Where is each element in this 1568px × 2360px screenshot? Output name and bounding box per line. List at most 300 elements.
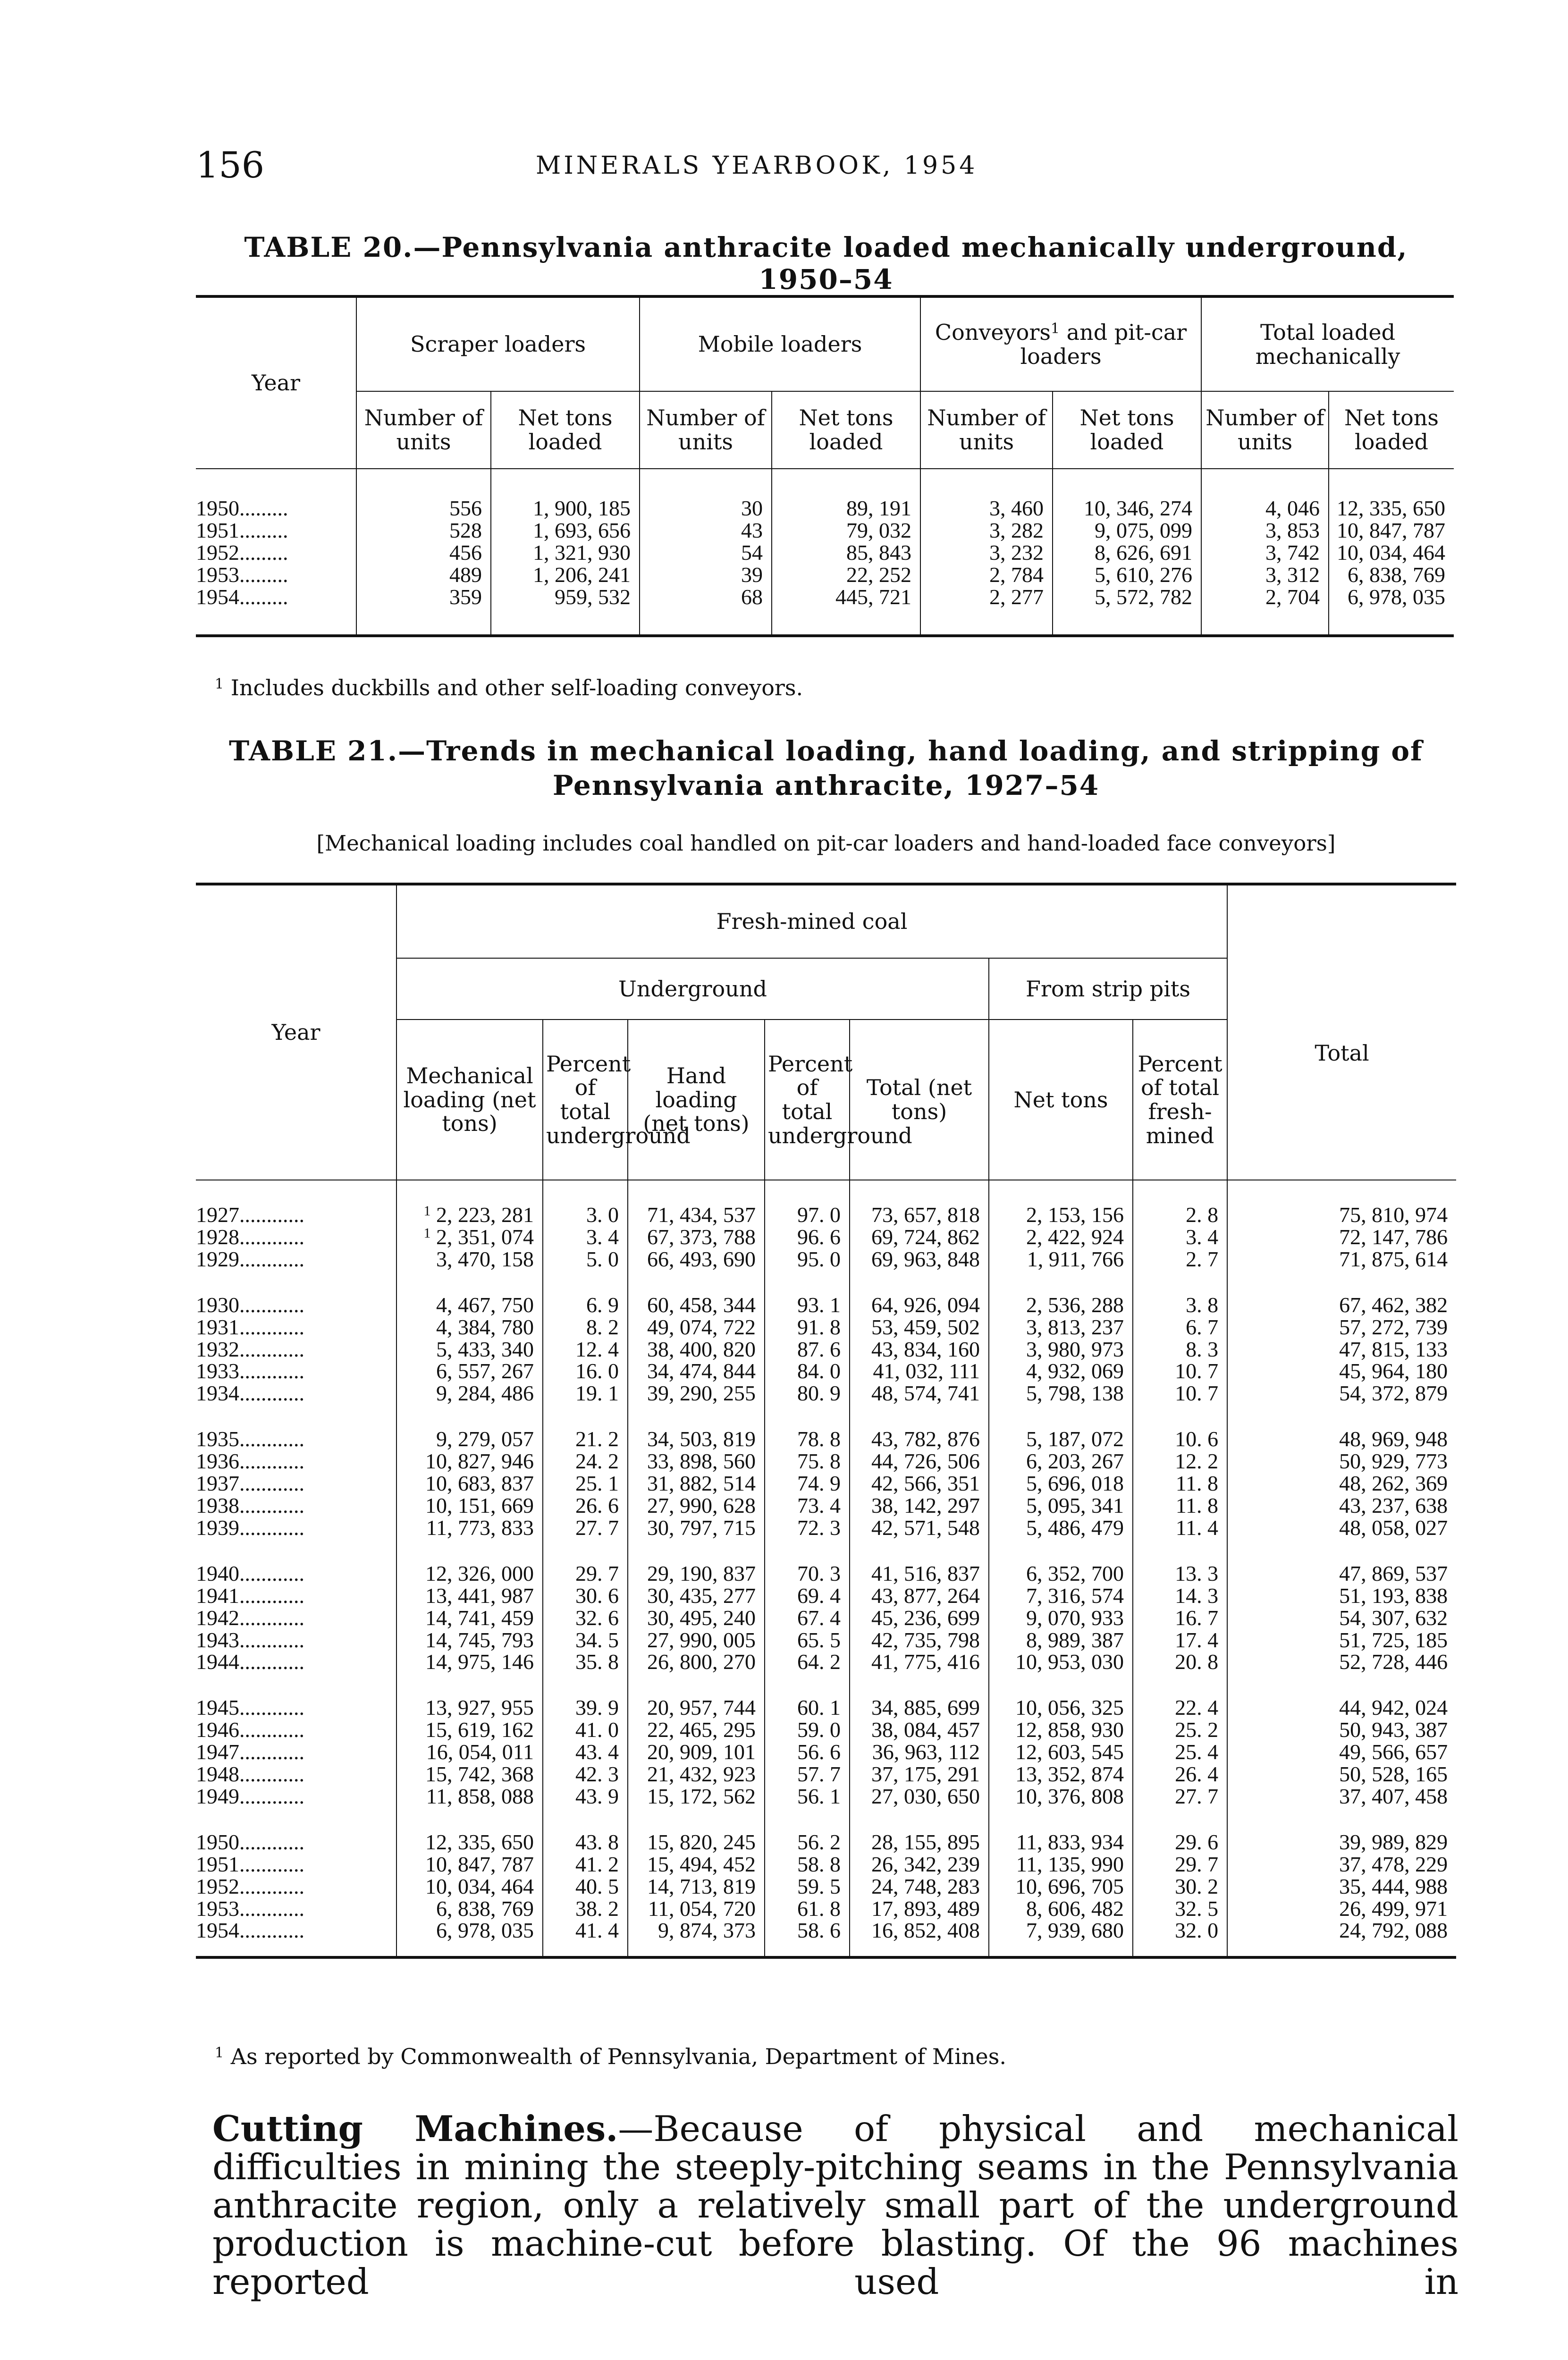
- year-cell: [196, 1651, 396, 1673]
- table-cell: 72, 147, 786: [1227, 1226, 1456, 1248]
- table-cell: 3, 980, 973: [989, 1339, 1133, 1361]
- table-row: [196, 586, 1454, 636]
- table-cell: 32. 6: [543, 1607, 628, 1629]
- table-cell: 14, 975, 146: [396, 1651, 543, 1673]
- table-cell: 15, 172, 562: [628, 1786, 765, 1808]
- year-cell: [196, 564, 356, 586]
- dot-leader: .........: [239, 496, 288, 520]
- table-cell: 21. 2: [543, 1405, 628, 1450]
- table-cell: 85, 843: [772, 542, 920, 564]
- table-cell: 6, 352, 700: [989, 1539, 1133, 1585]
- year-cell: [196, 1248, 396, 1271]
- table-cell: 11. 8: [1133, 1495, 1227, 1517]
- table-cell: 6. 9: [543, 1271, 628, 1316]
- table-cell: 26, 800, 270: [628, 1651, 765, 1673]
- table-cell: 97. 0: [765, 1180, 850, 1226]
- table-cell: 67, 373, 788: [628, 1226, 765, 1248]
- year-cell: [196, 1854, 396, 1876]
- year-cell: [196, 1450, 396, 1473]
- table-cell: 2, 153, 156: [989, 1180, 1133, 1226]
- year-label: 1945: [196, 1695, 239, 1720]
- footnote-mark: 1: [423, 1203, 431, 1219]
- table-row: [196, 1495, 1456, 1517]
- table-cell: 24. 2: [543, 1450, 628, 1473]
- table-cell: 47, 869, 537: [1227, 1539, 1456, 1585]
- table20-group-mobile: Mobile loaders: [640, 296, 920, 391]
- table-cell: 67. 4: [765, 1607, 850, 1629]
- table-cell: 10, 151, 669: [396, 1495, 543, 1517]
- table-cell: 54: [640, 542, 772, 564]
- table-cell: 27, 030, 650: [850, 1786, 989, 1808]
- table-cell: 75. 8: [765, 1450, 850, 1473]
- table-cell: 13, 441, 987: [396, 1585, 543, 1607]
- table-cell: 11, 054, 720: [628, 1898, 765, 1920]
- year-label: 1949: [196, 1784, 239, 1808]
- year-cell: [196, 1382, 396, 1405]
- table-cell: 1, 900, 185: [491, 469, 640, 520]
- year-cell: [196, 1180, 396, 1226]
- table-cell: 8, 626, 691: [1053, 542, 1201, 564]
- year-cell: [196, 1539, 396, 1585]
- table-cell: 556: [356, 469, 491, 520]
- table-cell: 9, 075, 099: [1053, 520, 1201, 542]
- footnote-mark: 1: [423, 1225, 431, 1241]
- year-label: 1953: [196, 562, 239, 587]
- year-label: 1950: [196, 496, 239, 520]
- table-cell: 57, 272, 739: [1227, 1316, 1456, 1339]
- page-number: 156: [196, 144, 265, 186]
- table-cell: 49, 074, 722: [628, 1316, 765, 1339]
- dot-leader: ............: [239, 1583, 304, 1608]
- table-cell: 29, 190, 837: [628, 1539, 765, 1585]
- year-label: 1940: [196, 1561, 239, 1585]
- table-cell: 27. 7: [1133, 1786, 1227, 1808]
- table-cell: 43, 834, 160: [850, 1339, 989, 1361]
- table-cell: 19. 1: [543, 1382, 628, 1405]
- running-head: MINERALS YEARBOOK, 1954: [536, 152, 978, 180]
- table-cell: 34. 5: [543, 1629, 628, 1652]
- table-cell: 10. 7: [1133, 1360, 1227, 1382]
- table-cell: 69. 4: [765, 1585, 850, 1607]
- table-cell: 5, 095, 341: [989, 1495, 1133, 1517]
- table-cell: 13, 927, 955: [396, 1673, 543, 1719]
- table-cell: 3, 813, 237: [989, 1316, 1133, 1339]
- table21-note: [Mechanical loading includes coal handled on pit-car loaders and hand-loaded face conveyors]: [316, 831, 1336, 856]
- table-cell: 2, 784: [920, 564, 1053, 586]
- table20-footnote: [215, 675, 803, 700]
- table-cell: 64. 2: [765, 1651, 850, 1673]
- table-cell: 66, 493, 690: [628, 1248, 765, 1271]
- row-group: [196, 1180, 1456, 1271]
- table-cell: 51, 725, 185: [1227, 1629, 1456, 1652]
- year-label: 1938: [196, 1493, 239, 1517]
- table-cell: 17, 893, 489: [850, 1898, 989, 1920]
- footnote-text: As reported by Commonwealth of Pennsylvania, Department of Mines.: [230, 2044, 1006, 2069]
- table-cell: 47, 815, 133: [1227, 1339, 1456, 1361]
- table-cell: 48, 574, 741: [850, 1382, 989, 1405]
- year-label: 1941: [196, 1583, 239, 1608]
- table-cell: 50, 929, 773: [1227, 1450, 1456, 1473]
- col-number-units: Number of units: [1201, 391, 1329, 469]
- table-cell: 20, 909, 101: [628, 1741, 765, 1763]
- table-cell: 20, 957, 744: [628, 1673, 765, 1719]
- table-row: [196, 469, 1454, 520]
- table20-year-header: Year: [196, 296, 356, 469]
- table-cell: 70. 3: [765, 1539, 850, 1585]
- table-cell: 69, 963, 848: [850, 1248, 989, 1271]
- table-cell: 6, 838, 769: [396, 1898, 543, 1920]
- table-cell: 91. 8: [765, 1316, 850, 1339]
- table-cell: 41, 516, 837: [850, 1539, 989, 1585]
- dot-leader: ............: [239, 1203, 304, 1227]
- table-cell: 3, 853: [1201, 520, 1329, 542]
- table-cell: 2. 7: [1133, 1248, 1227, 1271]
- table-cell: 40. 5: [543, 1876, 628, 1898]
- table-cell: 6, 978, 035: [396, 1920, 543, 1957]
- year-label: 1948: [196, 1762, 239, 1787]
- table-row: [196, 1473, 1456, 1495]
- table-cell: 5, 572, 782: [1053, 586, 1201, 636]
- table-cell: 3. 4: [543, 1226, 628, 1248]
- table-row: [196, 1226, 1456, 1248]
- year-cell: [196, 1473, 396, 1495]
- year-label: 1929: [196, 1247, 239, 1271]
- table-row: [196, 1517, 1456, 1539]
- col-percent-underground: Percent of total underground: [765, 1020, 850, 1180]
- year-cell: [196, 1808, 396, 1854]
- table-cell: 4, 932, 069: [989, 1360, 1133, 1382]
- footnote-text: Includes duckbills and other self-loading conveyors.: [230, 675, 803, 700]
- year-label: 1928: [196, 1224, 239, 1249]
- table-cell: 9, 279, 057: [396, 1405, 543, 1450]
- table20: [196, 295, 1454, 637]
- year-cell: [196, 520, 356, 542]
- body-paragraph: [212, 2110, 1458, 2301]
- table-row: [196, 1876, 1456, 1898]
- table-row: [196, 1920, 1456, 1957]
- table-row: [196, 1808, 1456, 1854]
- table-cell: 30, 495, 240: [628, 1607, 765, 1629]
- table-cell: 11, 833, 934: [989, 1808, 1133, 1854]
- year-label: 1946: [196, 1718, 239, 1742]
- table-cell: 2, 704: [1201, 586, 1329, 636]
- table-cell: 80. 9: [765, 1382, 850, 1405]
- year-label: 1930: [196, 1292, 239, 1317]
- dot-leader: ............: [239, 1650, 304, 1674]
- table-cell: 1, 693, 656: [491, 520, 640, 542]
- col-total-net-tons: Total (net tons): [850, 1020, 989, 1180]
- dot-leader: ............: [239, 1784, 304, 1808]
- year-cell: [196, 1339, 396, 1361]
- table-row: [196, 1607, 1456, 1629]
- year-label: 1934: [196, 1381, 239, 1406]
- table-cell: 10. 7: [1133, 1382, 1227, 1405]
- table-cell: 51, 193, 838: [1227, 1585, 1456, 1607]
- dot-leader: ............: [239, 1627, 304, 1652]
- table-cell: 31, 882, 514: [628, 1473, 765, 1495]
- table-cell: 5, 610, 276: [1053, 564, 1201, 586]
- col-percent-underground: Percent of total underground: [543, 1020, 628, 1180]
- table-cell: 21, 432, 923: [628, 1763, 765, 1786]
- year-cell: [196, 1876, 396, 1898]
- dot-leader: ............: [239, 1852, 304, 1876]
- page-header: [196, 144, 1456, 186]
- table-cell: 28, 155, 895: [850, 1808, 989, 1854]
- table-cell: 60, 458, 344: [628, 1271, 765, 1316]
- table-cell: 34, 885, 699: [850, 1673, 989, 1719]
- table-cell: 489: [356, 564, 491, 586]
- table-cell: 15, 820, 245: [628, 1808, 765, 1854]
- table-cell: 84. 0: [765, 1360, 850, 1382]
- col-number-units: Number of units: [920, 391, 1053, 469]
- row-group: [196, 1271, 1456, 1405]
- table-cell: 38. 2: [543, 1898, 628, 1920]
- col-number-units: Number of units: [356, 391, 491, 469]
- year-cell: [196, 1719, 396, 1741]
- year-label: 1931: [196, 1315, 239, 1339]
- table-cell: 42, 735, 798: [850, 1629, 989, 1652]
- year-label: 1950: [196, 1829, 239, 1854]
- dot-leader: ............: [239, 1315, 304, 1339]
- table-cell: 2, 422, 924: [989, 1226, 1133, 1248]
- table-cell: 5, 433, 340: [396, 1339, 543, 1361]
- year-label: 1935: [196, 1427, 239, 1451]
- table-cell: 37, 175, 291: [850, 1763, 989, 1786]
- col-net-tons: Net tons loaded: [1329, 391, 1454, 469]
- table-cell: 5, 798, 138: [989, 1382, 1133, 1405]
- table-cell: 56. 2: [765, 1808, 850, 1854]
- table-row: [196, 1651, 1456, 1673]
- year-label: 1927: [196, 1203, 239, 1227]
- table-cell: 75, 810, 974: [1227, 1180, 1456, 1226]
- col-strip-net-tons: Net tons: [989, 1020, 1133, 1180]
- table21-fresh-mined: Fresh-mined coal: [396, 884, 1227, 958]
- table-row: [196, 1539, 1456, 1585]
- year-label: 1942: [196, 1605, 239, 1630]
- table-cell: 42. 3: [543, 1763, 628, 1786]
- table-cell: 58. 6: [765, 1920, 850, 1957]
- table-cell: 33, 898, 560: [628, 1450, 765, 1473]
- table-cell: 41, 775, 416: [850, 1651, 989, 1673]
- year-label: 1951: [196, 1852, 239, 1876]
- table-cell: 34, 474, 844: [628, 1360, 765, 1382]
- table-row: [196, 1450, 1456, 1473]
- table-row: [196, 1339, 1456, 1361]
- table-cell: 10, 034, 464: [1329, 542, 1454, 564]
- table-cell: 12, 603, 545: [989, 1741, 1133, 1763]
- table-cell: 1, 321, 930: [491, 542, 640, 564]
- table-cell: 30. 2: [1133, 1876, 1227, 1898]
- table-row: [196, 1741, 1456, 1763]
- year-label: 1932: [196, 1337, 239, 1361]
- table-row: [196, 1585, 1456, 1607]
- table-cell: 1, 206, 241: [491, 564, 640, 586]
- year-cell: [196, 1920, 396, 1957]
- year-label: 1933: [196, 1359, 239, 1383]
- table-cell: 8, 989, 387: [989, 1629, 1133, 1652]
- table-cell: 30, 797, 715: [628, 1517, 765, 1539]
- table-cell: 41. 4: [543, 1920, 628, 1957]
- table-cell: 14, 741, 459: [396, 1607, 543, 1629]
- table-cell: 32. 0: [1133, 1920, 1227, 1957]
- table-cell: 14. 3: [1133, 1585, 1227, 1607]
- table-cell: 48, 058, 027: [1227, 1517, 1456, 1539]
- table-cell: 10, 683, 837: [396, 1473, 543, 1495]
- table-cell: 6, 838, 769: [1329, 564, 1454, 586]
- table-cell: 11. 8: [1133, 1473, 1227, 1495]
- table-cell: 65. 5: [765, 1629, 850, 1652]
- year-cell: [196, 542, 356, 564]
- row-group: [196, 1539, 1456, 1674]
- col-mech-loading: Mechanical loading (net tons): [396, 1020, 543, 1180]
- table-row: [196, 1248, 1456, 1271]
- table-cell: 43. 8: [543, 1808, 628, 1854]
- year-cell: [196, 1607, 396, 1629]
- table-cell: 48, 969, 948: [1227, 1405, 1456, 1450]
- table-cell: [396, 1226, 543, 1248]
- table-cell: 30: [640, 469, 772, 520]
- table-cell: 43, 877, 264: [850, 1585, 989, 1607]
- year-cell: [196, 1517, 396, 1539]
- table-cell: 9, 070, 933: [989, 1607, 1133, 1629]
- table-cell: 72. 3: [765, 1517, 850, 1539]
- table-cell: 56. 6: [765, 1741, 850, 1763]
- year-cell: [196, 1405, 396, 1450]
- table-cell: 20. 8: [1133, 1651, 1227, 1673]
- table-cell: [396, 1180, 543, 1226]
- table-cell: 22, 252: [772, 564, 920, 586]
- table-cell: 27, 990, 628: [628, 1495, 765, 1517]
- year-cell: [196, 469, 356, 520]
- table-cell: 8, 606, 482: [989, 1898, 1133, 1920]
- table-cell: 43. 4: [543, 1741, 628, 1763]
- table-cell: 10, 696, 705: [989, 1876, 1133, 1898]
- table-cell: 25. 1: [543, 1473, 628, 1495]
- table-row: [196, 1382, 1456, 1405]
- table-row: [196, 520, 1454, 542]
- table-cell: 16. 7: [1133, 1607, 1227, 1629]
- table-cell: 4, 046: [1201, 469, 1329, 520]
- table-cell: 3, 312: [1201, 564, 1329, 586]
- year-label: 1952: [196, 540, 239, 565]
- cell-value: 2, 223, 281: [436, 1203, 534, 1227]
- year-cell: [196, 1316, 396, 1339]
- dot-leader: .........: [239, 562, 288, 587]
- table-cell: 43, 782, 876: [850, 1405, 989, 1450]
- table-cell: 60. 1: [765, 1673, 850, 1719]
- year-cell: [196, 586, 356, 636]
- table-cell: 11. 4: [1133, 1517, 1227, 1539]
- table-cell: 52, 728, 446: [1227, 1651, 1456, 1673]
- table20-group-scraper: Scraper loaders: [356, 296, 640, 391]
- dot-leader: ............: [239, 1381, 304, 1406]
- table-row: [196, 1763, 1456, 1786]
- table20-group-total: Total loaded mechanically: [1201, 296, 1454, 391]
- dot-leader: ............: [239, 1918, 304, 1943]
- table-cell: 87. 6: [765, 1339, 850, 1361]
- table-cell: 54, 307, 632: [1227, 1607, 1456, 1629]
- table-cell: 12, 335, 650: [396, 1808, 543, 1854]
- group-label-suffix: and pit-car loaders: [1020, 319, 1187, 369]
- table-cell: 456: [356, 542, 491, 564]
- dot-leader: ............: [239, 1561, 304, 1585]
- table-cell: 49, 566, 657: [1227, 1741, 1456, 1763]
- dot-leader: ............: [239, 1740, 304, 1764]
- table-cell: 25. 2: [1133, 1719, 1227, 1741]
- table21: [196, 883, 1456, 1959]
- table20-body: [196, 469, 1454, 636]
- year-cell: [196, 1585, 396, 1607]
- table-cell: 26. 6: [543, 1495, 628, 1517]
- table-cell: 39, 989, 829: [1227, 1808, 1456, 1854]
- dot-leader: ............: [239, 1493, 304, 1517]
- table-cell: 39. 9: [543, 1673, 628, 1719]
- dot-leader: ............: [239, 1359, 304, 1383]
- table-cell: 69, 724, 862: [850, 1226, 989, 1248]
- section-lead: Cutting Machines.: [212, 2108, 618, 2149]
- table-cell: 17. 4: [1133, 1629, 1227, 1652]
- year-label: 1954: [196, 584, 239, 609]
- col-net-tons: Net tons loaded: [491, 391, 640, 469]
- table-cell: 24, 748, 283: [850, 1876, 989, 1898]
- table-row: [196, 1180, 1456, 1226]
- dot-leader: ............: [239, 1695, 304, 1720]
- cell-value: 2, 351, 074: [436, 1224, 534, 1249]
- table-cell: 73, 657, 818: [850, 1180, 989, 1226]
- table-row: [196, 1854, 1456, 1876]
- table-cell: 12. 2: [1133, 1450, 1227, 1473]
- table-row: [196, 1898, 1456, 1920]
- table-cell: 10, 847, 787: [396, 1854, 543, 1876]
- table-cell: 26. 4: [1133, 1763, 1227, 1786]
- table-cell: 36, 963, 112: [850, 1741, 989, 1763]
- dot-leader: .........: [239, 540, 288, 565]
- table-row: [196, 1673, 1456, 1719]
- col-hand-loading: Hand loading (net tons): [628, 1020, 765, 1180]
- table-cell: 71, 434, 537: [628, 1180, 765, 1226]
- table-row: [196, 1719, 1456, 1741]
- table-cell: 7, 316, 574: [989, 1585, 1133, 1607]
- table-cell: 5, 486, 479: [989, 1517, 1133, 1539]
- table-cell: 95. 0: [765, 1248, 850, 1271]
- table21-title-line2: Pennsylvania anthracite, 1927–54: [552, 769, 1100, 801]
- table-cell: 25. 4: [1133, 1741, 1227, 1763]
- table-cell: 3, 460: [920, 469, 1053, 520]
- table-row: [196, 1360, 1456, 1382]
- table-row: [196, 564, 1454, 586]
- dot-leader: ............: [239, 1605, 304, 1630]
- table-cell: 11, 858, 088: [396, 1786, 543, 1808]
- year-cell: [196, 1360, 396, 1382]
- table-cell: 96. 6: [765, 1226, 850, 1248]
- table-cell: 43, 237, 638: [1227, 1495, 1456, 1517]
- table-cell: 445, 721: [772, 586, 920, 636]
- paragraph-text: —Because of physical and mechanical difficulties in mining the steeply-pitching seams in the Pennsylvania anthracite region, only a relatively small part of the underground production is machine-cut before blasting. Of the 96 machines reported used in: [212, 2108, 1458, 2302]
- table-cell: 35, 444, 988: [1227, 1876, 1456, 1898]
- table-cell: 50, 528, 165: [1227, 1763, 1456, 1786]
- table-cell: 3, 282: [920, 520, 1053, 542]
- year-cell: [196, 1271, 396, 1316]
- table-cell: 11, 135, 990: [989, 1854, 1133, 1876]
- table21-title-line1: TABLE 21.—Trends in mechanical loading, hand loading, and stripping of: [228, 735, 1423, 767]
- table-cell: 14, 713, 819: [628, 1876, 765, 1898]
- dot-leader: ............: [239, 1471, 304, 1496]
- year-label: 1936: [196, 1449, 239, 1474]
- table-cell: 959, 532: [491, 586, 640, 636]
- year-cell: [196, 1898, 396, 1920]
- table-cell: 41, 032, 111: [850, 1360, 989, 1382]
- table-cell: 58. 8: [765, 1854, 850, 1876]
